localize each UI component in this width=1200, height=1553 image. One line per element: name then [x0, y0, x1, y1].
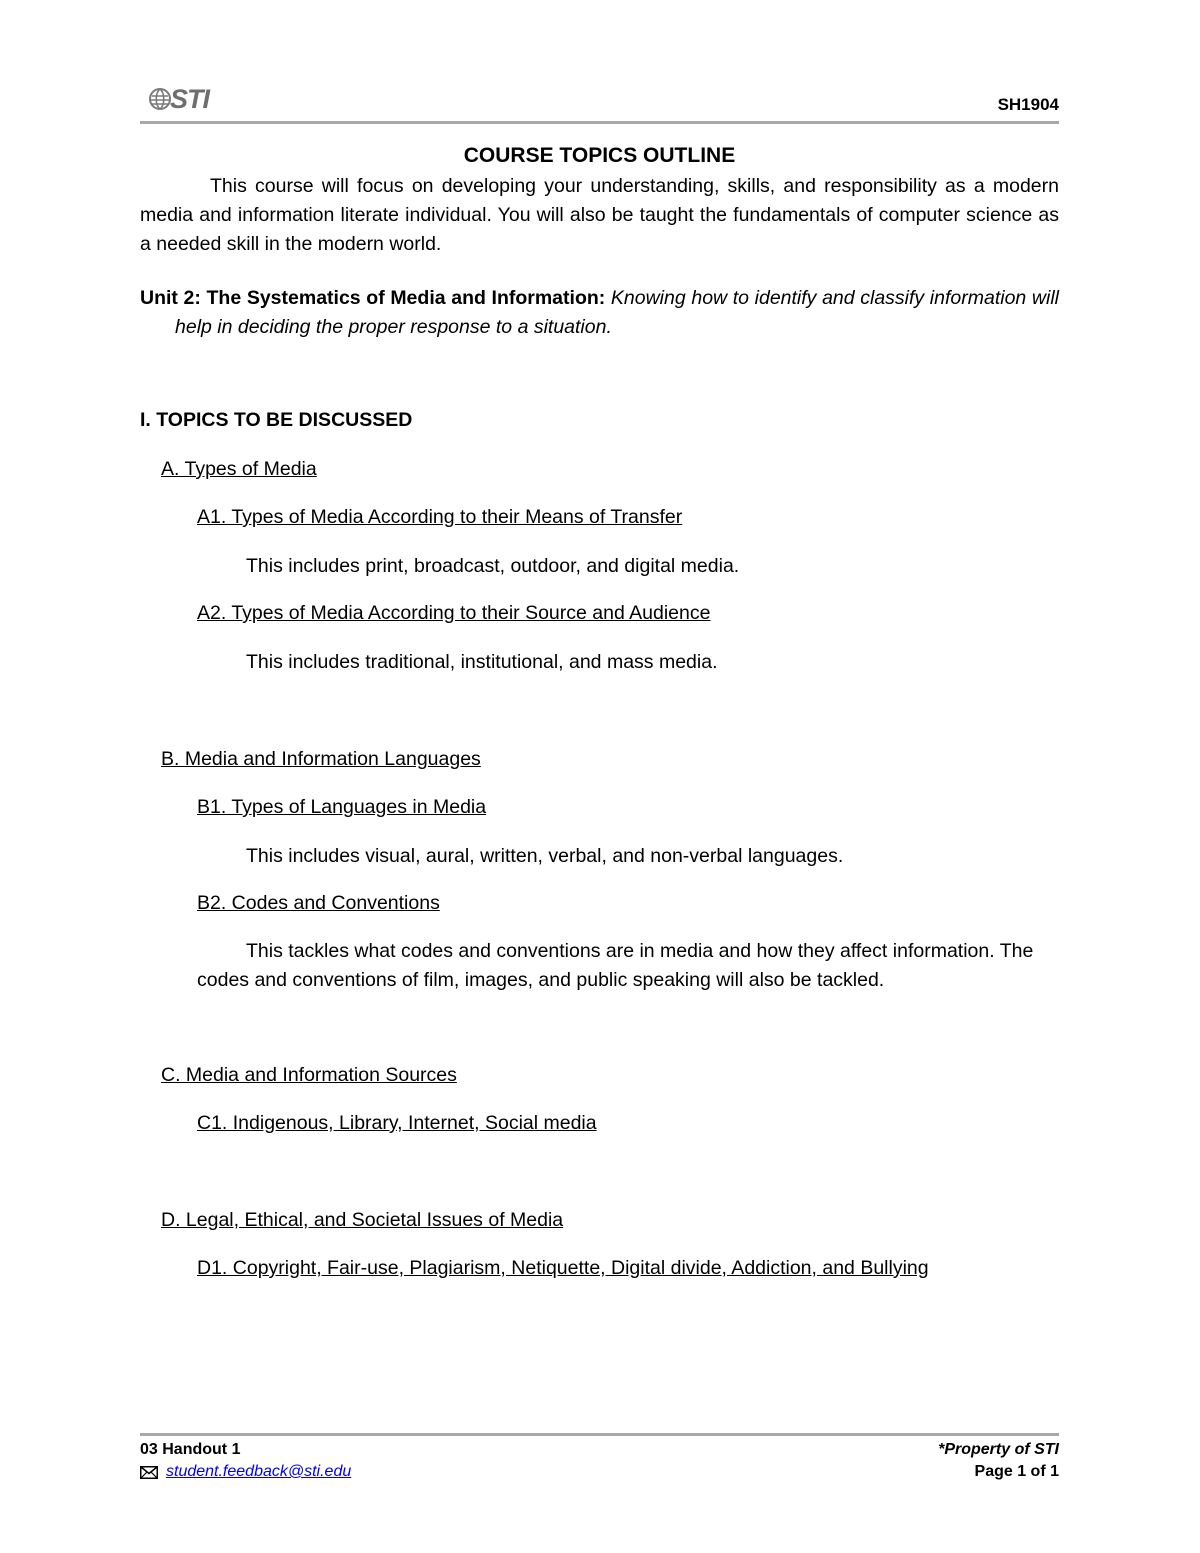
topic-d-heading: D. Legal, Ethical, and Societal Issues of Media	[161, 1209, 564, 1231]
topic-c1-heading: C1. Indigenous, Library, Internet, Social media	[197, 1112, 597, 1134]
topic-a-heading: A. Types of Media	[161, 458, 317, 480]
topic-a1-description: This includes print, broadcast, outdoor, and digital media.	[246, 555, 740, 577]
topic-a2-heading: A2. Types of Media According to their Source and Audience	[197, 602, 711, 624]
page-number: Page 1 of 1	[974, 1463, 1059, 1480]
sti-globe-icon	[148, 87, 172, 111]
topic-b1-heading: B1. Types of Languages in Media	[197, 796, 487, 818]
feedback-contact	[140, 1463, 351, 1481]
property-notice: *Property of STI	[938, 1441, 1059, 1458]
intro-paragraph: This course will focus on developing your understanding, skills, and responsibility as a modern media and information literate individual. You will also be taught the fundamentals of computer science as a needed skill in the modern world.	[140, 175, 1059, 255]
sti-logo	[148, 84, 210, 114]
footer-divider	[140, 1433, 1059, 1436]
topic-b2-description: This tackles what codes and conventions are in media and how they affect information. The codes and conventions of film, images, and public speaking will also be tackled.	[197, 940, 1034, 991]
section-title: I. TOPICS TO BE DISCUSSED	[140, 409, 413, 431]
document-code: SH1904	[997, 95, 1059, 114]
envelope-icon	[140, 1466, 158, 1479]
header-divider	[140, 121, 1059, 124]
topic-c-heading: C. Media and Information Sources	[161, 1064, 457, 1086]
handout-label: 03 Handout 1	[140, 1441, 241, 1458]
topic-a2-description: This includes traditional, institutional, and mass media.	[246, 651, 718, 673]
unit-description: Knowing how to identify and classify information will help in deciding the proper response to a situation.	[175, 287, 1059, 338]
unit-statement	[140, 284, 1059, 342]
topic-b-heading: B. Media and Information Languages	[161, 748, 481, 770]
topic-d1-heading: D1. Copyright, Fair-use, Plagiarism, Netiquette, Digital divide, Addiction, and Bullying	[197, 1257, 929, 1279]
logo-text: STI	[170, 84, 210, 114]
feedback-email-link[interactable]: student.feedback@sti.edu	[166, 1463, 352, 1480]
topic-b1-description: This includes visual, aural, written, verbal, and non-verbal languages.	[246, 845, 844, 867]
unit-separator: :	[598, 287, 611, 309]
topic-a1-heading: A1. Types of Media According to their Means of Transfer	[197, 506, 683, 528]
unit-label: Unit 2: The Systematics of Media and Information	[140, 287, 599, 309]
topic-b2-heading: B2. Codes and Conventions	[197, 892, 440, 914]
page-title: COURSE TOPICS OUTLINE	[463, 144, 736, 167]
